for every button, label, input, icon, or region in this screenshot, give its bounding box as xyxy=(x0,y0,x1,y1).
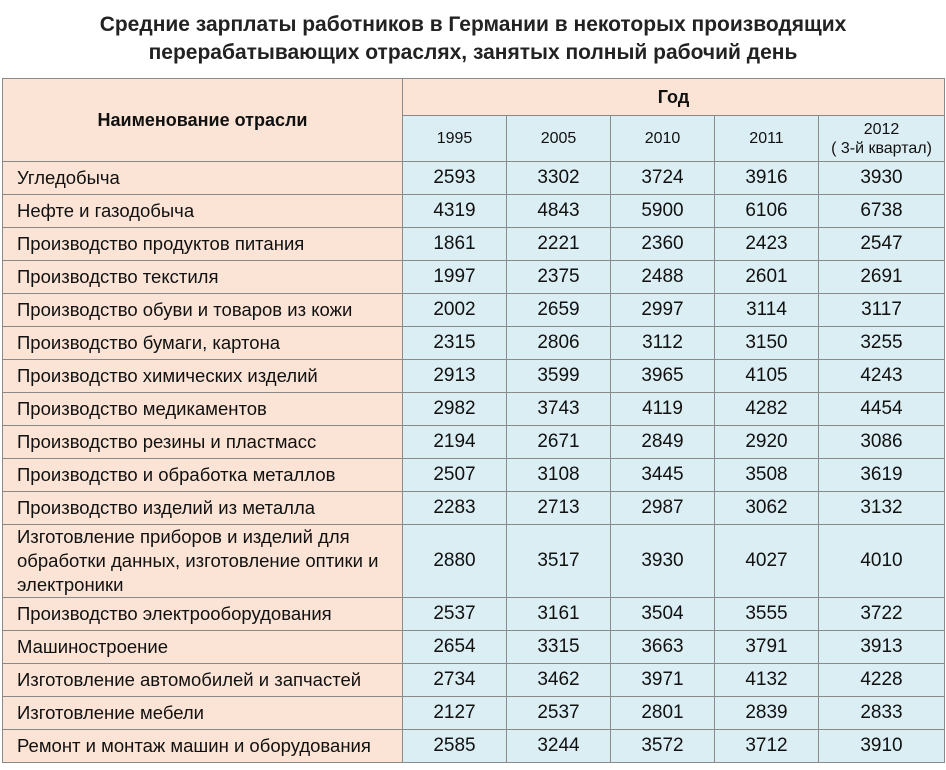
industry-name-cell: Машиностроение xyxy=(3,631,403,664)
salary-value-cell: 3965 xyxy=(611,360,715,393)
salary-value-cell: 3743 xyxy=(507,393,611,426)
table-row xyxy=(3,697,945,730)
industry-name-cell: Производство химических изделий xyxy=(3,360,403,393)
salary-value-cell: 3930 xyxy=(819,162,945,195)
salary-value-cell: 3302 xyxy=(507,162,611,195)
industry-name-cell: Производство изделий из металла xyxy=(3,492,403,525)
salary-value-cell: 3712 xyxy=(715,730,819,763)
salary-value-cell: 2423 xyxy=(715,228,819,261)
industry-name-cell: Производство электрооборудования xyxy=(3,598,403,631)
salary-value-cell: 2691 xyxy=(819,261,945,294)
title-line-2: перерабатывающих отраслях, занятых полный рабочий день xyxy=(148,41,798,64)
page-title xyxy=(0,0,946,78)
salary-value-cell: 3132 xyxy=(819,492,945,525)
header-year: 2005 xyxy=(507,116,611,162)
salary-value-cell: 2849 xyxy=(611,426,715,459)
industry-name-cell: Изготовление мебели xyxy=(3,697,403,730)
salary-value-cell: 2920 xyxy=(715,426,819,459)
salary-value-cell: 3108 xyxy=(507,459,611,492)
salary-value-cell: 6738 xyxy=(819,195,945,228)
salary-value-cell: 3910 xyxy=(819,730,945,763)
table-row xyxy=(3,360,945,393)
table-row xyxy=(3,393,945,426)
salary-value-cell: 3555 xyxy=(715,598,819,631)
salary-value-cell: 2585 xyxy=(403,730,507,763)
salary-value-cell: 3508 xyxy=(715,459,819,492)
industry-name-cell: Производство бумаги, картона xyxy=(3,327,403,360)
salary-value-cell: 1861 xyxy=(403,228,507,261)
table-row xyxy=(3,631,945,664)
salary-value-cell: 2593 xyxy=(403,162,507,195)
salary-value-cell: 3315 xyxy=(507,631,611,664)
salary-value-cell: 2601 xyxy=(715,261,819,294)
salary-value-cell: 4454 xyxy=(819,393,945,426)
salary-value-cell: 2283 xyxy=(403,492,507,525)
table-row xyxy=(3,228,945,261)
salary-value-cell: 2806 xyxy=(507,327,611,360)
salary-value-cell: 4843 xyxy=(507,195,611,228)
salary-value-cell: 3112 xyxy=(611,327,715,360)
salary-value-cell: 4119 xyxy=(611,393,715,426)
salary-value-cell: 2507 xyxy=(403,459,507,492)
salary-value-cell: 2913 xyxy=(403,360,507,393)
salary-value-cell: 3916 xyxy=(715,162,819,195)
salary-value-cell: 2880 xyxy=(403,525,507,598)
salary-value-cell: 1997 xyxy=(403,261,507,294)
industry-name-cell: Производство медикаментов xyxy=(3,393,403,426)
salary-value-cell: 3062 xyxy=(715,492,819,525)
salary-value-cell: 3930 xyxy=(611,525,715,598)
table-row xyxy=(3,261,945,294)
salary-value-cell: 2537 xyxy=(507,697,611,730)
salary-value-cell: 3971 xyxy=(611,664,715,697)
table-row xyxy=(3,525,945,598)
table-row xyxy=(3,664,945,697)
salary-value-cell: 4243 xyxy=(819,360,945,393)
table-row xyxy=(3,492,945,525)
industry-name-cell: Производство текстиля xyxy=(3,261,403,294)
salary-value-cell: 4319 xyxy=(403,195,507,228)
salary-value-cell: 2713 xyxy=(507,492,611,525)
salary-value-cell: 2221 xyxy=(507,228,611,261)
industry-name-cell: Угледобыча xyxy=(3,162,403,195)
table-row xyxy=(3,459,945,492)
header-year-group: Год xyxy=(403,79,945,116)
salary-value-cell: 3150 xyxy=(715,327,819,360)
industry-name-cell: Изготовление приборов и изделий для обработки данных, изготовление оптики и электроники xyxy=(3,525,403,598)
salary-value-cell: 3114 xyxy=(715,294,819,327)
salary-value-cell: 2547 xyxy=(819,228,945,261)
salary-value-cell: 2659 xyxy=(507,294,611,327)
salary-value-cell: 3255 xyxy=(819,327,945,360)
salary-value-cell: 2127 xyxy=(403,697,507,730)
salary-value-cell: 2375 xyxy=(507,261,611,294)
header-year: 1995 xyxy=(403,116,507,162)
salary-value-cell: 2488 xyxy=(611,261,715,294)
salary-value-cell: 2654 xyxy=(403,631,507,664)
salary-value-cell: 4027 xyxy=(715,525,819,598)
salary-value-cell: 4105 xyxy=(715,360,819,393)
salary-value-cell: 4282 xyxy=(715,393,819,426)
salary-value-cell: 2671 xyxy=(507,426,611,459)
salary-value-cell: 3663 xyxy=(611,631,715,664)
salary-value-cell: 6106 xyxy=(715,195,819,228)
industry-name-cell: Производство и обработка металлов xyxy=(3,459,403,492)
salary-value-cell: 3462 xyxy=(507,664,611,697)
industry-name-cell: Производство обуви и товаров из кожи xyxy=(3,294,403,327)
salary-value-cell: 3724 xyxy=(611,162,715,195)
table-row xyxy=(3,162,945,195)
header-year-2012-line2: ( 3-й квартал) xyxy=(831,139,932,157)
header-year: 2010 xyxy=(611,116,715,162)
salary-value-cell: 3445 xyxy=(611,459,715,492)
header-year-2012 xyxy=(819,116,945,162)
salary-value-cell: 2537 xyxy=(403,598,507,631)
salary-table xyxy=(2,78,945,763)
salary-value-cell: 2833 xyxy=(819,697,945,730)
salary-value-cell: 2734 xyxy=(403,664,507,697)
table-row xyxy=(3,195,945,228)
salary-value-cell: 2360 xyxy=(611,228,715,261)
title-line-1: Средние зарплаты работников в Германии в некоторых производящих xyxy=(99,13,847,36)
table-row xyxy=(3,294,945,327)
salary-value-cell: 3086 xyxy=(819,426,945,459)
industry-name-cell: Изготовление автомобилей и запчастей xyxy=(3,664,403,697)
header-year: 2011 xyxy=(715,116,819,162)
salary-value-cell: 3572 xyxy=(611,730,715,763)
table-row xyxy=(3,730,945,763)
salary-value-cell: 3913 xyxy=(819,631,945,664)
salary-value-cell: 4228 xyxy=(819,664,945,697)
salary-value-cell: 2002 xyxy=(403,294,507,327)
salary-value-cell: 3722 xyxy=(819,598,945,631)
salary-value-cell: 4010 xyxy=(819,525,945,598)
table-row xyxy=(3,598,945,631)
salary-value-cell: 3517 xyxy=(507,525,611,598)
salary-value-cell: 3504 xyxy=(611,598,715,631)
industry-name-cell: Производство резины и пластмасс xyxy=(3,426,403,459)
salary-value-cell: 5900 xyxy=(611,195,715,228)
salary-value-cell: 2194 xyxy=(403,426,507,459)
header-industry-name: Наименование отрасли xyxy=(3,79,403,162)
salary-value-cell: 3161 xyxy=(507,598,611,631)
industry-name-cell: Ремонт и монтаж машин и оборудования xyxy=(3,730,403,763)
salary-value-cell: 2839 xyxy=(715,697,819,730)
table-body xyxy=(3,162,945,763)
table-row xyxy=(3,327,945,360)
salary-value-cell: 4132 xyxy=(715,664,819,697)
salary-value-cell: 2801 xyxy=(611,697,715,730)
salary-value-cell: 2982 xyxy=(403,393,507,426)
industry-name-cell: Производство продуктов питания xyxy=(3,228,403,261)
salary-value-cell: 2315 xyxy=(403,327,507,360)
industry-name-cell: Нефте и газодобыча xyxy=(3,195,403,228)
salary-value-cell: 3791 xyxy=(715,631,819,664)
salary-value-cell: 2997 xyxy=(611,294,715,327)
salary-value-cell: 3599 xyxy=(507,360,611,393)
header-year-2012-line1: 2012 xyxy=(863,120,900,138)
salary-value-cell: 3244 xyxy=(507,730,611,763)
salary-value-cell: 3619 xyxy=(819,459,945,492)
table-row xyxy=(3,426,945,459)
salary-value-cell: 2987 xyxy=(611,492,715,525)
salary-value-cell: 3117 xyxy=(819,294,945,327)
